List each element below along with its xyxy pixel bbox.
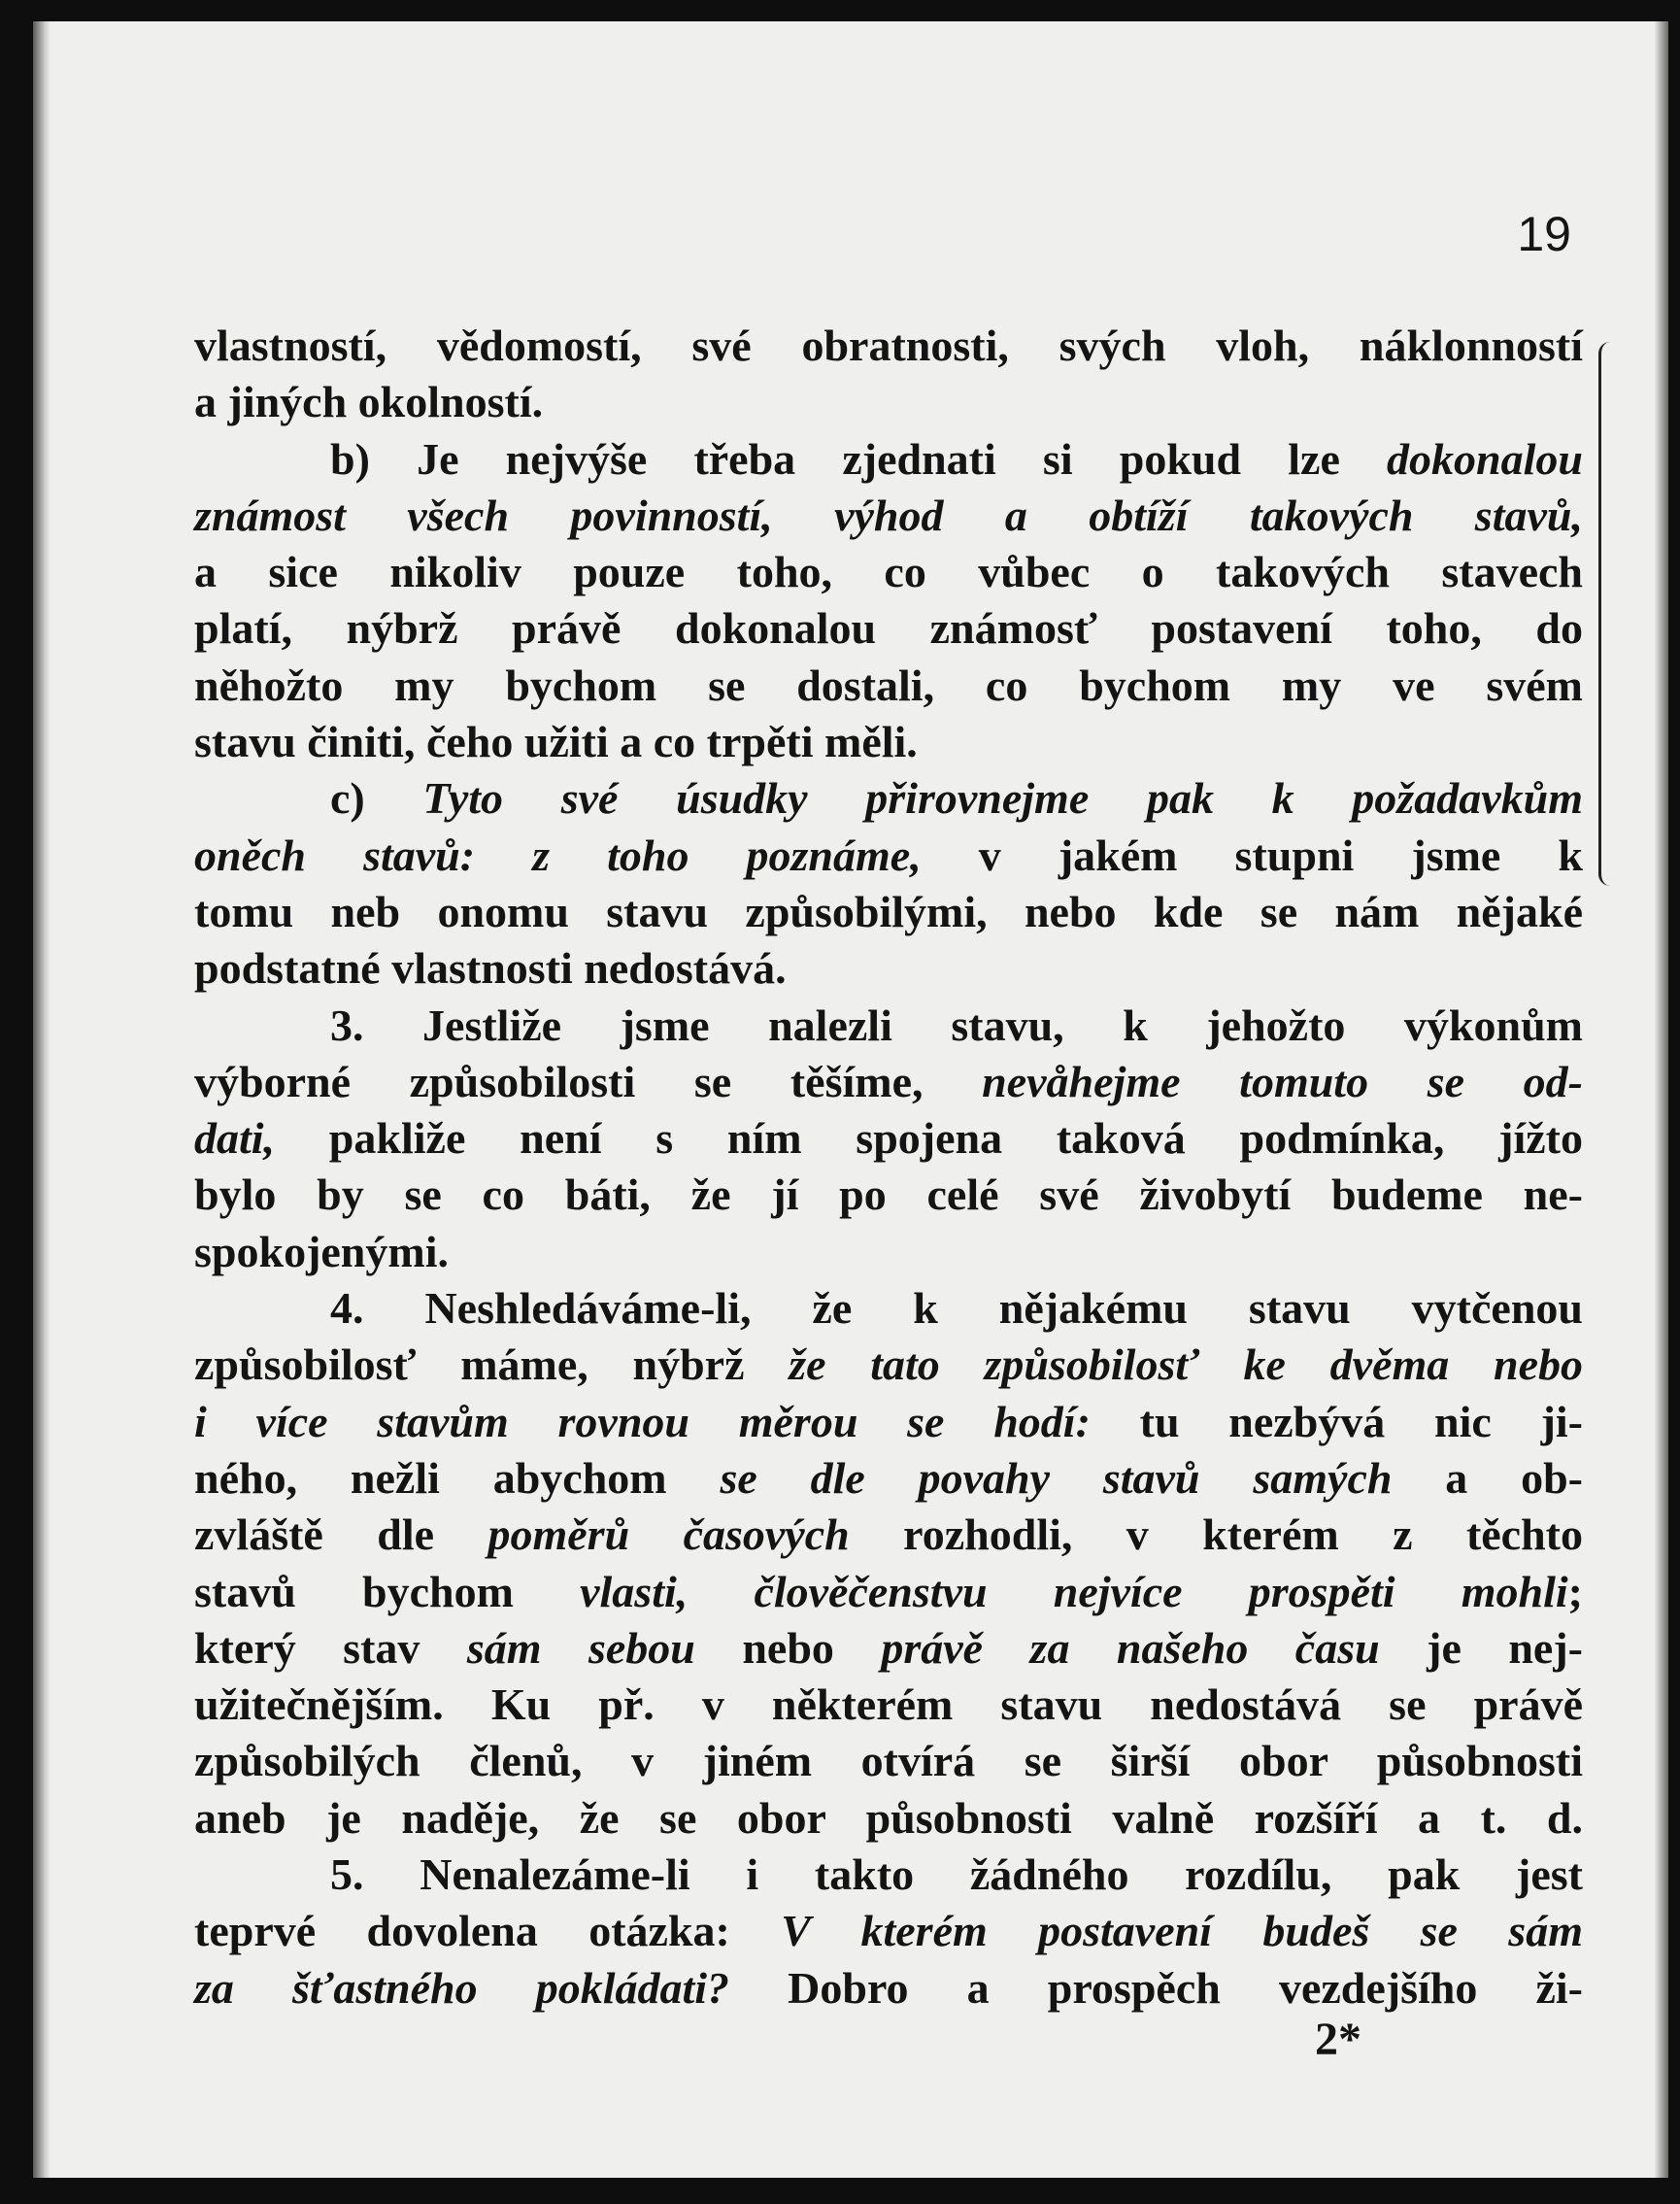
text-run-italic: poměrů časových bbox=[487, 1509, 850, 1560]
text-line bbox=[194, 488, 1583, 544]
text-line bbox=[194, 1394, 1583, 1450]
text-line: a sice nikoliv pouze toho, co vůbec o takových stavech bbox=[194, 547, 1583, 597]
text-run: pakliže není s ním spojena taková podmínka, jížto bbox=[275, 1113, 1583, 1164]
text-line: tomu neb onomu stavu způsobilými, nebo kde se nám nějaké bbox=[194, 886, 1583, 936]
text-line bbox=[194, 1110, 1583, 1167]
text-run: v jakém stupni jsme k bbox=[921, 830, 1583, 880]
text-run: Dobro a prospěch vezdejšího ži- bbox=[729, 1962, 1583, 2013]
text-line bbox=[194, 431, 1583, 488]
text-run-italic: dokonalou bbox=[1387, 433, 1583, 484]
text-line: stavu činiti, čeho užiti a co trpěti měli. bbox=[194, 717, 918, 767]
text-line bbox=[194, 1903, 1583, 1959]
text-run-italic: za šťastného pokládati? bbox=[194, 1962, 730, 2013]
signature-mark: 2* bbox=[1315, 2014, 1361, 2065]
text-run: tu nezbývá nic ji- bbox=[1090, 1396, 1583, 1446]
text-run: rozhodli, v kterém z těchto bbox=[849, 1509, 1584, 1560]
text-run-italic: že tato způsobilosť ke dvěma nebo bbox=[789, 1339, 1583, 1390]
page-number: 19 bbox=[1517, 207, 1571, 261]
text-line: užitečnějším. Ku př. v některém stavu nedostává se právě bbox=[194, 1679, 1583, 1730]
text-run-italic: vlasti, člověčenstvu nejvíce prospěti mohli bbox=[580, 1566, 1568, 1616]
text-line: 5. Nenalezáme-li i takto žádného rozdílu, pak jest bbox=[330, 1849, 1583, 1900]
text-run-italic: známost všech povinností, výhod a obtíží takových stavů, bbox=[194, 490, 1583, 540]
text-run-italic: nevåhejme tomuto se od- bbox=[982, 1056, 1583, 1106]
text-run: způsobilosť máme, nýbrž bbox=[194, 1339, 790, 1390]
text-line: něhožto my bychom se dostali, co bychom my ve svém bbox=[194, 660, 1583, 710]
text-line: způsobilých členů, v jiném otvírá se širší obor působnosti bbox=[194, 1736, 1583, 1786]
text-run-italic: právě za našeho času bbox=[881, 1622, 1380, 1673]
text-run-italic: Tyto své úsudky přirovnejme pak k požadavkům bbox=[422, 773, 1583, 824]
text-line bbox=[194, 1960, 1583, 2017]
text-line bbox=[194, 1337, 1583, 1393]
text-run-italic: V kterém postavení budeš se sám bbox=[781, 1906, 1583, 1956]
text-line: podstatné vlastnosti nedostává. bbox=[194, 943, 787, 994]
text-line bbox=[194, 828, 1583, 884]
book-page bbox=[33, 21, 1668, 2178]
body-text bbox=[194, 318, 1583, 2017]
text-line bbox=[194, 1564, 1583, 1620]
text-run-italic: i více stavům rovnou měrou se hodí: bbox=[194, 1396, 1091, 1446]
page-left-edge-shadow bbox=[33, 21, 50, 2178]
text-run-italic: se dle povahy stavů samých bbox=[720, 1452, 1393, 1503]
text-run: výborné způsobilosti se těšíme, bbox=[194, 1056, 983, 1106]
page-right-edge-shadow bbox=[1655, 21, 1668, 2178]
text-run: teprvé dovolena otázka: bbox=[194, 1906, 782, 1956]
text-line: vlastností, vědomostí, své obratnosti, svých vloh, náklonností bbox=[194, 321, 1583, 370]
text-line: bylo by se co báti, že jí po celé své živobytí budeme ne- bbox=[194, 1170, 1583, 1220]
text-line: platí, nýbrž právě dokonalou známosť postavení toho, do bbox=[194, 603, 1583, 654]
text-run-italic: sám sebou bbox=[466, 1622, 695, 1673]
text-line: a jiných okolností. bbox=[194, 377, 544, 427]
text-line bbox=[194, 1450, 1583, 1507]
text-line bbox=[194, 1054, 1583, 1110]
text-run: ného, nežli abychom bbox=[194, 1452, 721, 1503]
text-run: ; bbox=[1567, 1566, 1583, 1616]
text-line: 4. Neshledáváme-li, že k nějakému stavu vytčenou bbox=[330, 1283, 1583, 1334]
margin-brace-mark bbox=[1598, 342, 1611, 886]
text-line: spokojenými. bbox=[194, 1226, 449, 1276]
text-run: stavů bychom bbox=[194, 1566, 581, 1616]
text-run: je nej- bbox=[1379, 1622, 1583, 1673]
text-run: zvláště dle bbox=[194, 1509, 488, 1560]
text-run-italic: oněch stavů: z toho poznáme, bbox=[194, 830, 922, 880]
text-line: aneb je naděje, že se obor působnosti valně rozšíří a t. d. bbox=[194, 1792, 1583, 1843]
text-run: c) bbox=[330, 773, 423, 824]
text-line bbox=[194, 1507, 1583, 1563]
text-run: nebo bbox=[694, 1622, 882, 1673]
text-line bbox=[194, 770, 1583, 827]
text-run: b) Je nejvýše třeba zjednati si pokud lze bbox=[330, 433, 1388, 484]
text-line bbox=[194, 1620, 1583, 1677]
text-line: 3. Jestliže jsme nalezli stavu, k jehožto výkonům bbox=[330, 1000, 1583, 1050]
text-run-italic: dati, bbox=[194, 1113, 276, 1164]
text-run: který stav bbox=[194, 1622, 467, 1673]
text-run: a ob- bbox=[1392, 1452, 1584, 1503]
